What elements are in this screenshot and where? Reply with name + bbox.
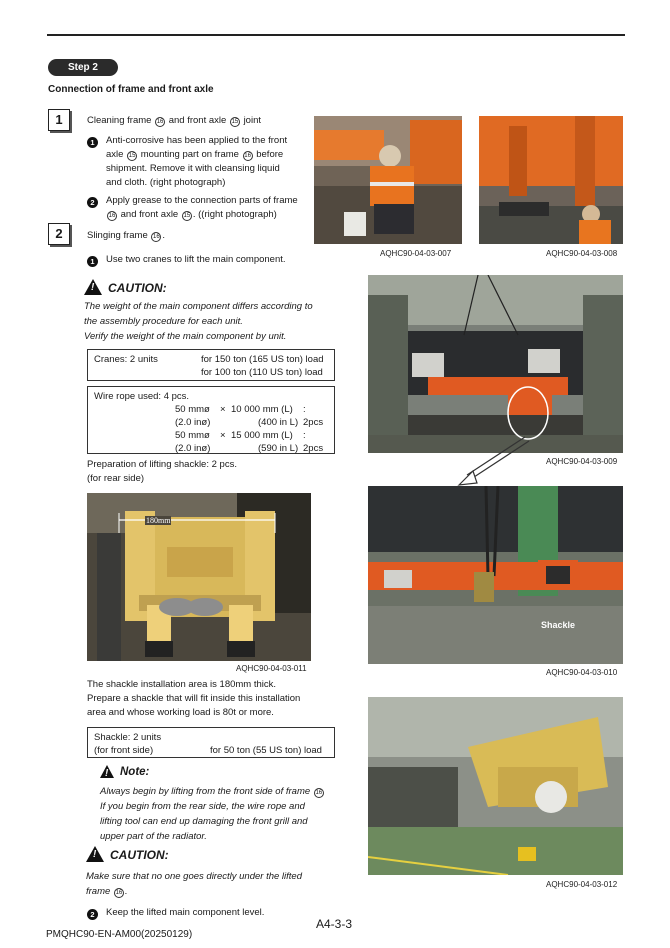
photo-shackle-closeup bbox=[368, 486, 623, 664]
step-badge: Step 2 bbox=[48, 59, 118, 76]
caption-009: AQHC90-04-03-009 bbox=[546, 457, 618, 466]
step-number-2: 2 bbox=[48, 223, 70, 245]
bullet-4-marker: 2 bbox=[87, 909, 98, 920]
step-1-title: Cleaning frame 16 and front axle 15 joint bbox=[87, 115, 261, 126]
shackle-box: Shackle: 2 units (for front side) for 50 ton (55 US ton) load bbox=[87, 727, 335, 758]
shackle-area-text: The shackle installation area is 180mm thick. Prepare a shackle that will fit inside this installation area and whose working load is 80t or more. bbox=[87, 679, 301, 718]
top-rule bbox=[47, 34, 625, 36]
caption-012: AQHC90-04-03-012 bbox=[546, 880, 618, 889]
caution-1-text: The weight of the main component differs according to the assembly procedure for each unit. Verify the weight of the main component by unit. bbox=[84, 301, 313, 342]
photo-grease-worker bbox=[479, 116, 623, 244]
warning-icon bbox=[84, 279, 102, 295]
warning-icon-2 bbox=[86, 846, 104, 862]
step-2-title: Slinging frame 16 . bbox=[87, 230, 166, 241]
photo-frame-front bbox=[87, 493, 311, 661]
shackle-prep-text: Preparation of lifting shackle: 2 pcs. (for rear side) bbox=[87, 459, 237, 484]
bullet-3-text: Use two cranes to lift the main component. bbox=[106, 254, 286, 265]
bullet-1-text: Anti-corrosive has been applied to the front axle 15 mounting part on frame 16 before shipment. Remove it with cleansing liquid and cloth. (right photograph) bbox=[106, 135, 288, 188]
wire-rope-box: Wire rope used: 4 pcs. 50 mmø × 10 000 mm (L) : 2pcs (2.0 inø) (400 in L) 50 mmø × 15 000 mm (L) : 2pcs (2.0 inø) (590 in L) bbox=[87, 386, 335, 454]
photo-lifting-frame bbox=[368, 275, 623, 453]
cranes-box: Cranes: 2 units for 150 ton (165 US ton) load for 100 ton (110 US ton) load bbox=[87, 349, 335, 381]
caption-007: AQHC90-04-03-007 bbox=[380, 249, 452, 258]
axle-symbol: 15 bbox=[231, 119, 239, 125]
photo-workshop-overview bbox=[368, 697, 623, 875]
bullet-4-text: Keep the lifted main component level. bbox=[106, 907, 265, 918]
note-text: Always begin by lifting from the front side of frame 16 If you begin from the rear side, the wire rope and lifting tool can end up damaging the front grill and upper part of the radiator. bbox=[100, 786, 323, 842]
note-warning-icon bbox=[100, 765, 114, 778]
section-title: Connection of frame and front axle bbox=[48, 84, 214, 95]
document-id: PMQHC90-EN-AM00(20250129) bbox=[46, 929, 193, 940]
photo-cleaning-worker bbox=[314, 116, 462, 244]
bullet-2-marker: 2 bbox=[87, 197, 98, 208]
caution-1-heading: !CAUTION: bbox=[84, 279, 167, 295]
caution-2-text: Make sure that no one goes directly under the lifted frame 16 . bbox=[86, 871, 302, 897]
bullet-3-marker: 1 bbox=[87, 256, 98, 267]
page-number: A4-3-3 bbox=[316, 917, 353, 931]
frame-symbol: 16 bbox=[156, 119, 164, 125]
shackle-label: Shackle bbox=[541, 620, 576, 630]
bullet-2-text: Apply grease to the connection parts of frame 16 and front axle 15 . ((right photograph) bbox=[106, 195, 298, 220]
caption-010: AQHC90-04-03-010 bbox=[546, 668, 618, 677]
dimension-label: 180mm bbox=[146, 516, 171, 525]
caption-011: AQHC90-04-03-011 bbox=[236, 664, 307, 673]
caption-008: AQHC90-04-03-008 bbox=[546, 249, 618, 258]
bullet-1-marker: 1 bbox=[87, 137, 98, 148]
note-heading: !Note: bbox=[100, 765, 149, 778]
step-number-1: 1 bbox=[48, 109, 70, 131]
caution-2-heading: !CAUTION: bbox=[86, 846, 169, 862]
zoom-connector-arrow bbox=[455, 435, 535, 487]
